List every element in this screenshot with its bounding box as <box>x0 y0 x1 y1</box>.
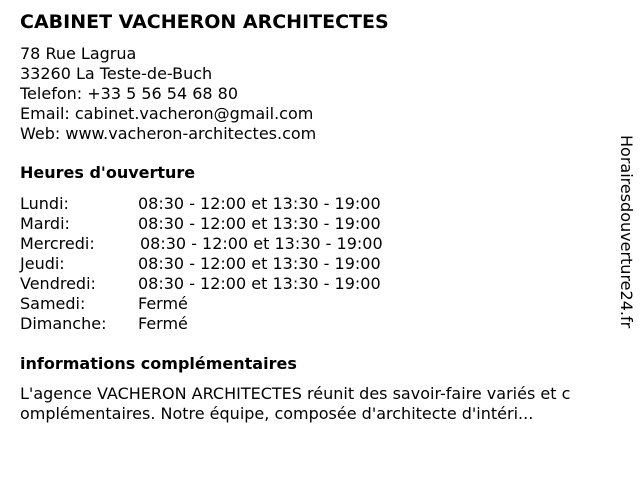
day-label: Lundi: <box>20 194 69 213</box>
info-heading: informations complémentaires <box>20 354 297 373</box>
day-label: Mardi: <box>20 214 70 233</box>
description-line: omplémentaires. Notre équipe, composée d'architecte d'intéri... <box>20 404 534 423</box>
day-hours: 08:30 - 12:00 et 13:30 - 19:00 <box>138 214 381 233</box>
hours-row-jeudi <box>20 254 440 274</box>
day-label: Dimanche: <box>20 314 107 333</box>
day-label: Mercredi: <box>20 234 95 253</box>
day-label: Vendredi: <box>20 274 96 293</box>
hours-row-vendredi <box>20 274 440 294</box>
email-line: Email: cabinet.vacheron@gmail.com <box>20 104 314 123</box>
hours-row-samedi <box>20 294 440 314</box>
address-city: 33260 La Teste-de-Buch <box>20 64 213 83</box>
business-name: CABINET VACHERON ARCHITECTES <box>20 11 389 33</box>
hours-heading: Heures d'ouverture <box>20 163 196 182</box>
day-label: Jeudi: <box>20 254 65 273</box>
hours-table <box>20 194 440 334</box>
hours-row-lundi <box>20 194 440 214</box>
description-line: L'agence VACHERON ARCHITECTES réunit des savoir-faire variés et c <box>20 384 571 403</box>
web-line: Web: www.vacheron-architectes.com <box>20 124 317 143</box>
day-hours: 08:30 - 12:00 et 13:30 - 19:00 <box>140 234 383 253</box>
address-street: 78 Rue Lagrua <box>20 44 137 63</box>
hours-row-dimanche <box>20 314 440 334</box>
day-label: Samedi: <box>20 294 86 313</box>
day-hours: 08:30 - 12:00 et 13:30 - 19:00 <box>138 274 381 293</box>
day-hours: 08:30 - 12:00 et 13:30 - 19:00 <box>138 194 381 213</box>
hours-row-mercredi <box>20 234 440 254</box>
day-hours: Fermé <box>138 314 188 333</box>
description <box>20 384 632 424</box>
day-hours: 08:30 - 12:00 et 13:30 - 19:00 <box>138 254 381 273</box>
contact-block <box>20 44 316 144</box>
site-watermark: Horairesdouverture24.fr <box>617 135 636 329</box>
phone-line: Telefon: +33 5 56 54 68 80 <box>20 84 239 103</box>
hours-row-mardi <box>20 214 440 234</box>
day-hours: Fermé <box>138 294 188 313</box>
